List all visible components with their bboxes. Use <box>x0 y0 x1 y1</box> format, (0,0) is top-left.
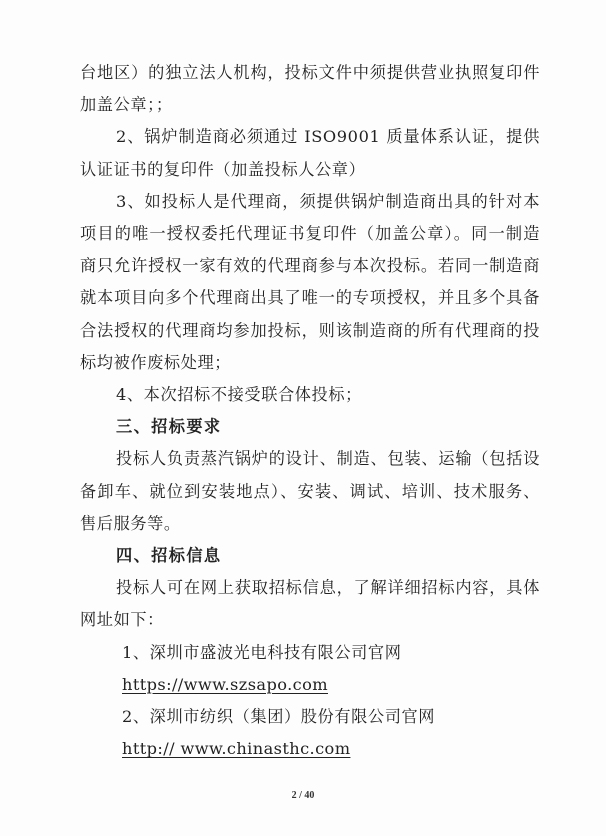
paragraph-bid-info: 投标人可在网上获取招标信息，了解详细招标内容，具体网址如下： <box>80 578 540 630</box>
paragraph-bid-scope: 投标人负责蒸汽锅炉的设计、制造、包装、运输（包括设备卸车、就位到安装地点）、安装、调试、培训、技术服务、售后服务等。 <box>80 449 540 533</box>
website-name-2: 2、深圳市纺织（集团）股份有限公司官网 <box>122 707 436 727</box>
page-number: 2 / 40 <box>291 790 315 801</box>
website-name-1: 1、深圳市盛波光电科技有限公司官网 <box>122 642 402 662</box>
website-link-2-line <box>80 733 540 765</box>
website-link-1[interactable]: https://www.szsapo.com <box>122 674 328 694</box>
paragraph-requirement-2: 2、锅炉制造商必须通过 ISO9001 质量体系认证，提供认证证书的复印件（加盖投标人公章） <box>80 127 540 179</box>
website-link-1-line <box>80 669 540 701</box>
section-heading-3: 三、招标要求 <box>116 417 222 437</box>
paragraph-requirement-4: 4、本次招标不接受联合体投标； <box>116 385 362 405</box>
paragraph-requirement-3: 3、如投标人是代理商，须提供锅炉制造商出具的针对本项目的唯一授权委托代理证书复印件（加盖公章）。同一制造商只允许授权一家有效的代理商参与本次投标。若同一制造商就本项目向多个代理商出具了唯一的专项授权，并且多个具备合法授权的代理商均参加投标，则该制造商的所有代理商的投标均被作废标处理； <box>80 191 540 372</box>
section-heading-4: 四、招标信息 <box>116 546 222 566</box>
paragraph-continuation: 台地区）的独立法人机构，投标文件中须提供营业执照复印件加盖公章；； <box>80 63 540 115</box>
document-body <box>80 57 540 765</box>
website-link-2[interactable]: http:// www.chinasthc.com <box>122 739 351 759</box>
